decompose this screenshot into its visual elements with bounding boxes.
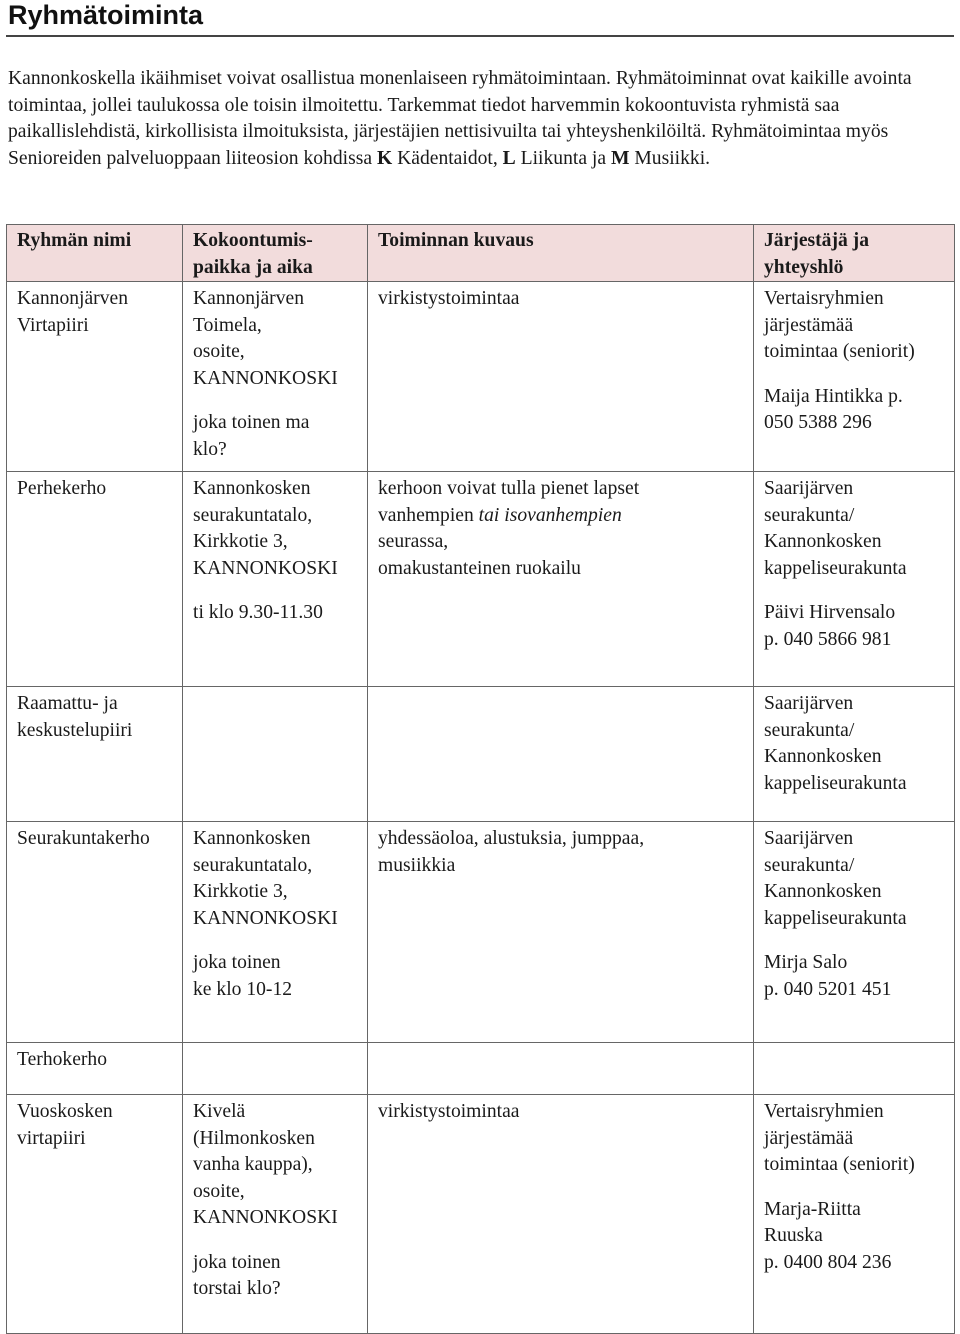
intro-text-m: Musiikki. [629,147,711,169]
cell-group-name: Vuoskosken virtapiiri [7,1095,183,1334]
table-row [7,1043,955,1095]
cell-place-time [183,687,368,822]
cell-description: virkistystoimintaa [368,1095,754,1334]
cell-organizer: Vertaisryhmien järjestämää toimintaa (seniorit) Maija Hintikka p. 050 5388 296 [754,282,955,472]
cell-organizer: Saarijärven seurakunta/ Kannonkosken kappeliseurakunta Mirja Salo p. 040 5201 451 [754,822,955,1043]
intro-paragraph [8,66,948,172]
header-place-time: Kokoontumis- paikka ja aika [183,225,368,282]
cell-description: kerhoon voivat tulla pienet lapset vanhempien tai isovanhempien seurassa, omakustanteinen ruokailu [368,472,754,687]
cell-description: virkistystoimintaa [368,282,754,472]
cell-group-name: Terhokerho [7,1043,183,1095]
intro-key-k: K [376,147,393,169]
intro-text-k: Kädentaidot, [392,147,503,169]
group-activities-table [6,224,955,1334]
cell-group-name: Perhekerho [7,472,183,687]
cell-organizer: Saarijärven seurakunta/ Kannonkosken kappeliseurakunta Päivi Hirvensalo p. 040 5866 981 [754,472,955,687]
intro-key-m: M [610,147,630,169]
cell-organizer: Saarijärven seurakunta/ Kannonkosken kappeliseurakunta [754,687,955,822]
page-title: Ryhmätoiminta [8,0,204,30]
cell-place-time: Kannonkosken seurakuntatalo, Kirkkotie 3, KANNONKOSKI joka toinen ke klo 10-12 [183,822,368,1043]
header-group-name: Ryhmän nimi [7,225,183,282]
title-divider [6,35,954,37]
cell-place-time: Kannonkosken seurakuntatalo, Kirkkotie 3, KANNONKOSKI ti klo 9.30-11.30 [183,472,368,687]
intro-text-l: Liikunta ja [515,147,611,169]
cell-place-time [183,1043,368,1095]
intro-key-l: L [502,147,516,169]
cell-group-name: Raamattu- ja keskustelupiiri [7,687,183,822]
table-row [7,687,955,822]
table-row [7,282,955,472]
cell-place-time: Kivelä (Hilmonkosken vanha kauppa), osoite, KANNONKOSKI joka toinen torstai klo? [183,1095,368,1334]
cell-place-time: Kannonjärven Toimela, osoite, KANNONKOSKI joka toinen ma klo? [183,282,368,472]
intro-text: Kannonkoskella ikäihmiset voivat osallistua monenlaiseen ryhmätoimintaan. Ryhmätoiminnat ovat kaikille avointa toimintaa, jollei taulukossa ole toisin ilmoitettu. Tarkemmat tiedot harvemmin kokoontuvista ryhmistä saa paikallislehdistä, kirkollisista ilmoituksista, järjestäjien nettisivuilta tai yhteyshenkilöiltä. Ryhmätoimintaa myös Senioreiden palveluoppaan liiteosion kohdissa [8,68,912,169]
header-organizer: Järjestäjä ja yhteyshlö [754,225,955,282]
cell-description [368,1043,754,1095]
cell-group-name: Seurakuntakerho [7,822,183,1043]
cell-description: yhdessäoloa, alustuksia, jumppaa, musiikkia [368,822,754,1043]
cell-group-name: Kannonjärven Virtapiiri [7,282,183,472]
table-row [7,472,955,687]
cell-description [368,687,754,822]
table-row [7,822,955,1043]
cell-organizer [754,1043,955,1095]
header-description: Toiminnan kuvaus [368,225,754,282]
table-row [7,1095,955,1334]
table-header-row [7,225,955,282]
cell-organizer: Vertaisryhmien järjestämää toimintaa (seniorit) Marja-Riitta Ruuska p. 0400 804 236 [754,1095,955,1334]
